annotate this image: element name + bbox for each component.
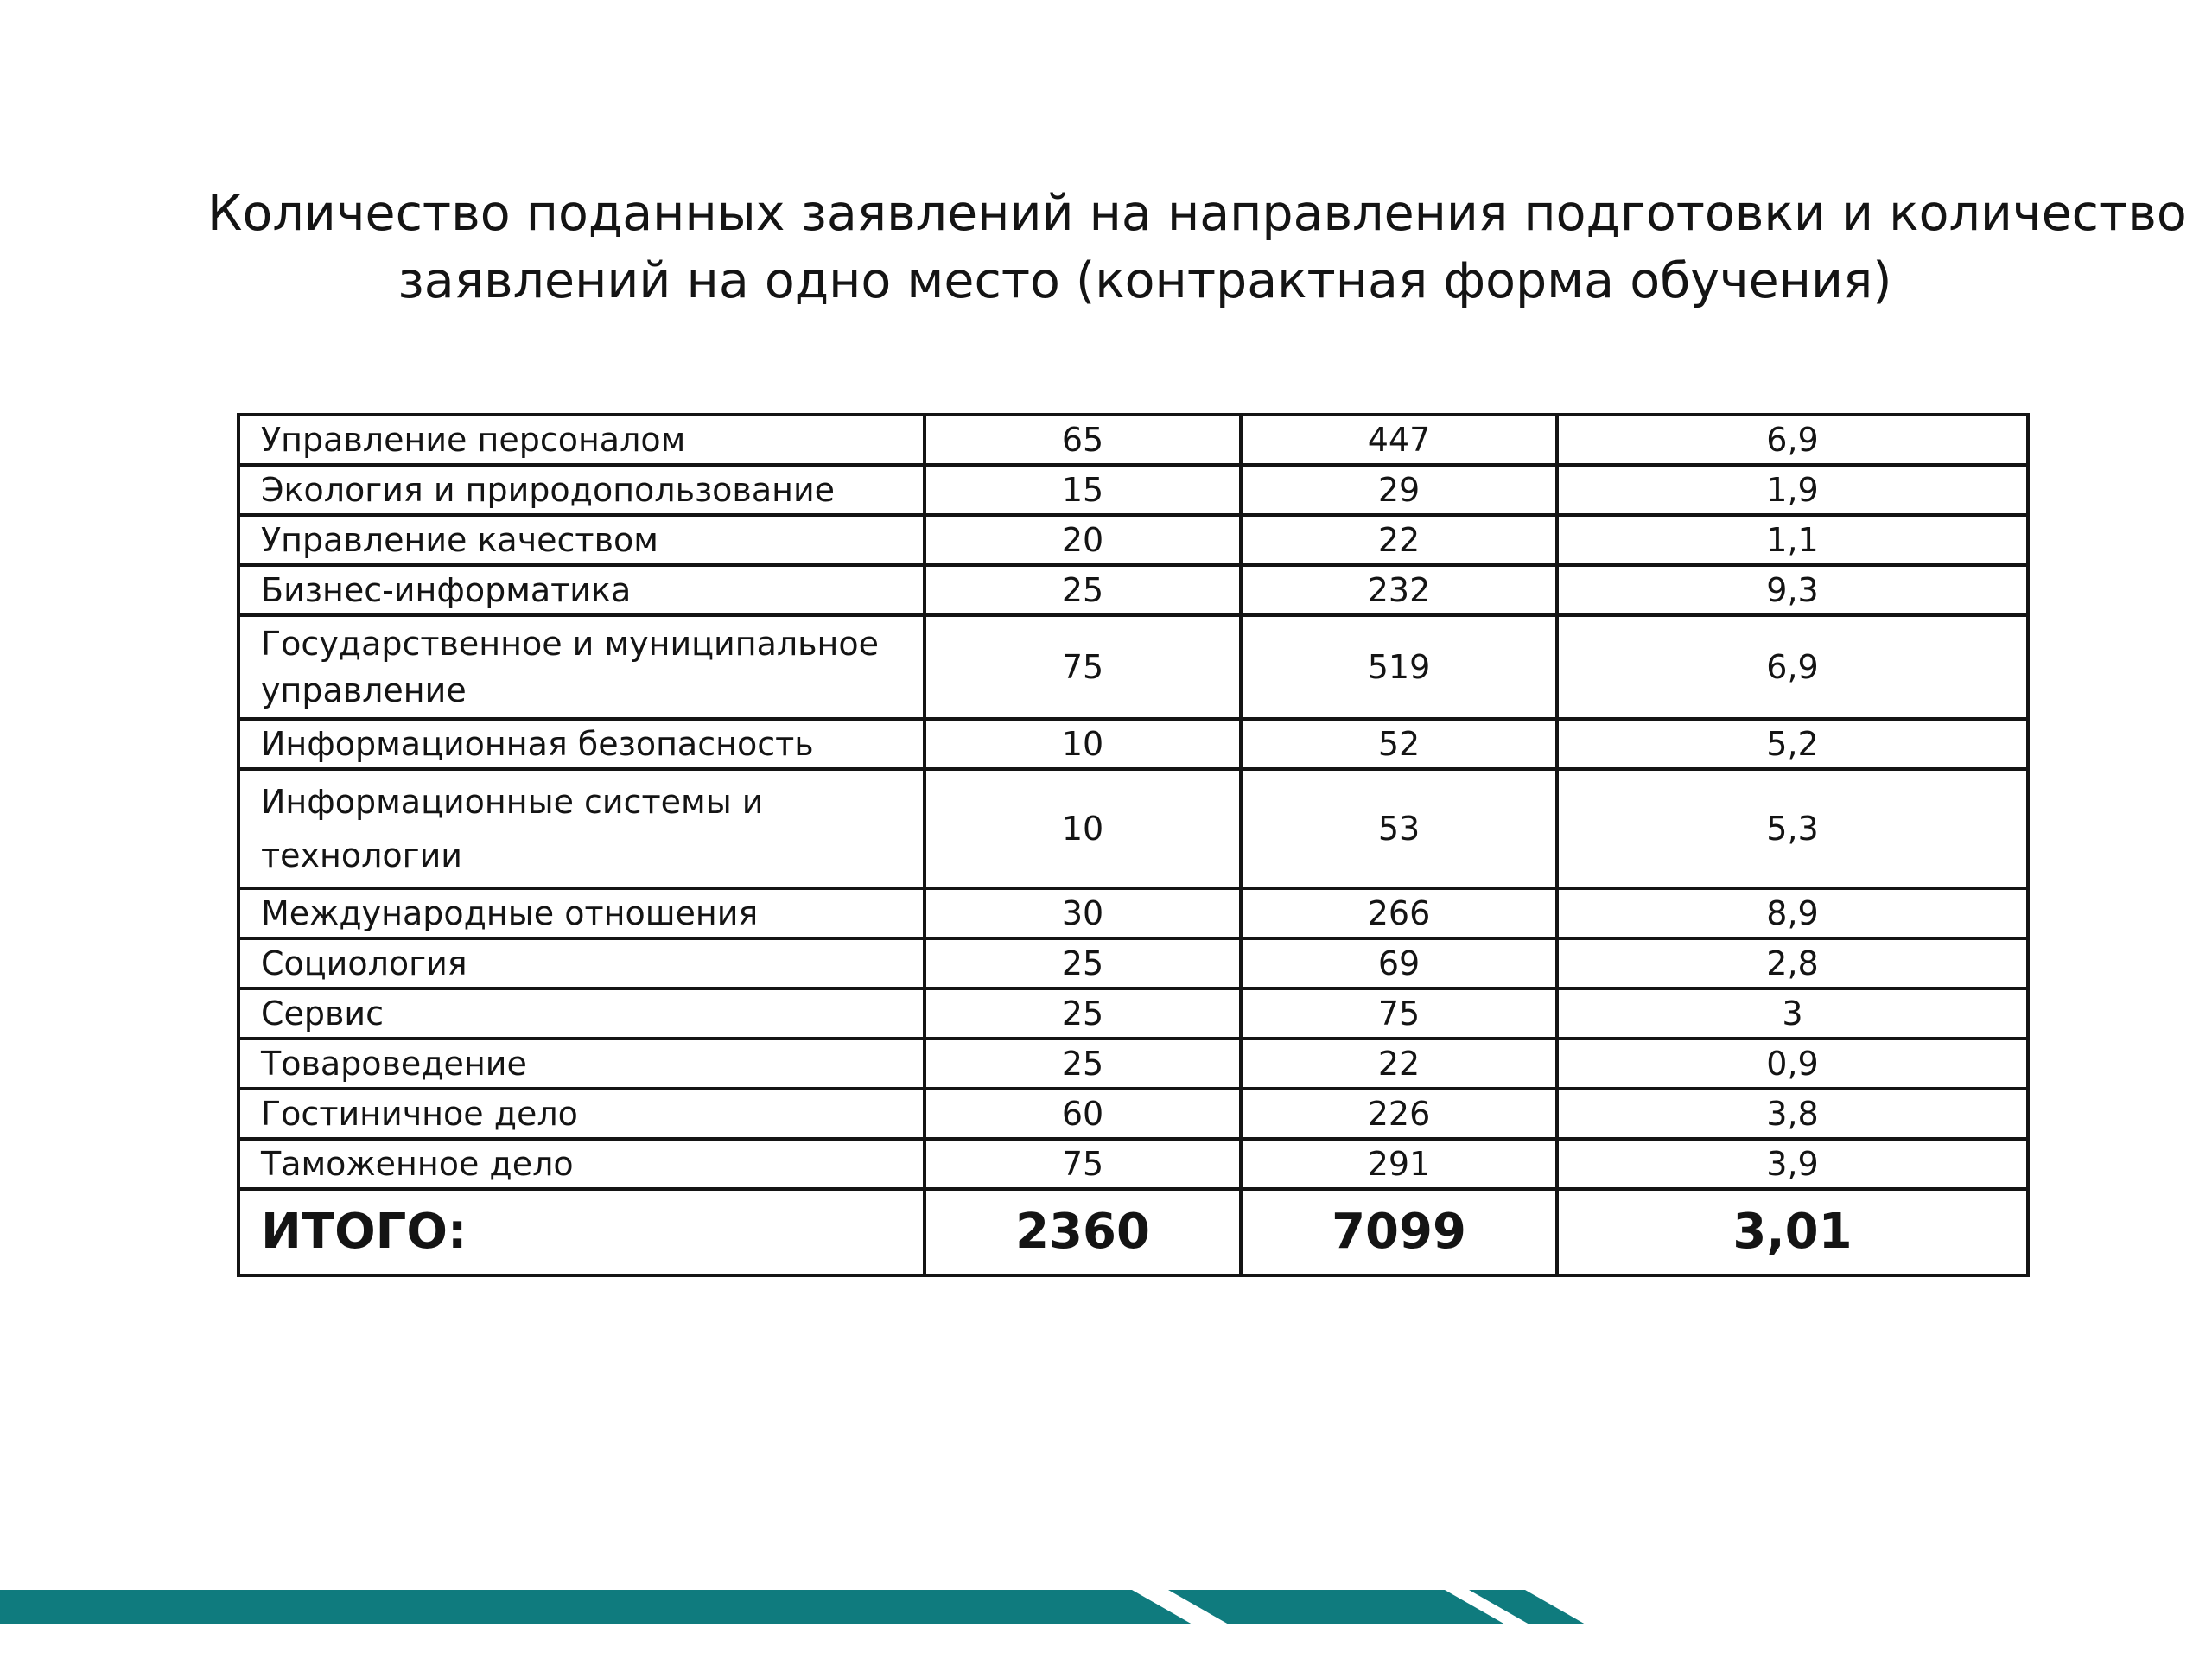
row-applications: 69 [1241,938,1557,988]
table-row [238,615,2028,719]
row-places: 25 [925,938,1241,988]
row-applications: 519 [1241,615,1557,719]
row-places: 10 [925,769,1241,888]
slide-title-line-2: заявлений на одно место (контрактная форма обучения) [397,252,1892,309]
table-row [238,465,2028,515]
row-applications-per-place: 1,1 [1557,515,2028,565]
row-applications-per-place: 5,3 [1557,769,2028,888]
table-row [238,515,2028,565]
row-direction-name-line-1: Информационные системы и [261,783,764,821]
table-row [238,888,2028,938]
table-row [238,988,2028,1039]
row-applications-per-place: 9,3 [1557,565,2028,615]
total-row [238,1189,2028,1275]
row-applications-per-place: 5,2 [1557,719,2028,769]
row-applications: 53 [1241,769,1557,888]
row-direction-name: Управление персоналом [238,415,925,465]
table-row [238,565,2028,615]
footer-decorative-band [0,1590,1590,1624]
row-places: 65 [925,415,1241,465]
applications-table [237,413,2030,1277]
row-direction-name-line-1: Государственное и муниципальное [261,625,880,663]
row-places: 25 [925,1039,1241,1089]
table-row [238,1089,2028,1139]
total-applications: 7099 [1241,1189,1557,1275]
row-direction-name: Сервис [238,988,925,1039]
table-row [238,938,2028,988]
row-applications-per-place: 1,9 [1557,465,2028,515]
row-direction-name-line-2: управление [261,671,467,709]
row-direction-name-line-2: технологии [261,836,462,874]
row-applications-per-place: 3 [1557,988,2028,1039]
row-places: 30 [925,888,1241,938]
row-applications: 75 [1241,988,1557,1039]
row-applications: 447 [1241,415,1557,465]
row-direction-name: Управление качеством [238,515,925,565]
table-row [238,1139,2028,1189]
row-applications: 266 [1241,888,1557,938]
row-places: 60 [925,1089,1241,1139]
row-applications-per-place: 0,9 [1557,1039,2028,1089]
total-label: ИТОГО: [238,1189,925,1275]
row-applications: 291 [1241,1139,1557,1189]
row-places: 15 [925,465,1241,515]
total-places: 2360 [925,1189,1241,1275]
row-direction-name: Гостиничное дело [238,1089,925,1139]
footer-stripe-middle [1168,1590,1505,1624]
row-direction-name [238,769,925,888]
row-applications: 232 [1241,565,1557,615]
row-direction-name: Информационная безопасность [238,719,925,769]
row-direction-name: Товароведение [238,1039,925,1089]
row-applications-per-place: 8,9 [1557,888,2028,938]
row-direction-name: Международные отношения [238,888,925,938]
row-direction-name [238,615,925,719]
row-places: 25 [925,988,1241,1039]
table-row [238,769,2028,888]
table-row [238,719,2028,769]
table-row [238,415,2028,465]
row-applications: 226 [1241,1089,1557,1139]
row-direction-name: Социология [238,938,925,988]
row-applications: 29 [1241,465,1557,515]
total-applications-per-place: 3,01 [1557,1189,2028,1275]
row-places: 75 [925,615,1241,719]
row-places: 20 [925,515,1241,565]
slide-title-line-1: Количество поданных заявлений на направления подготовки и количество [207,185,2187,242]
slide-title [207,180,2187,315]
footer-stripe-main [0,1590,1192,1624]
row-applications: 22 [1241,515,1557,565]
row-direction-name: Бизнес-информатика [238,565,925,615]
row-applications-per-place: 3,9 [1557,1139,2028,1189]
row-direction-name: Экология и природопользование [238,465,925,515]
table-row [238,1039,2028,1089]
row-places: 10 [925,719,1241,769]
row-applications-per-place: 3,8 [1557,1089,2028,1139]
row-applications-per-place: 6,9 [1557,615,2028,719]
row-applications: 22 [1241,1039,1557,1089]
row-applications-per-place: 2,8 [1557,938,2028,988]
row-applications-per-place: 6,9 [1557,415,2028,465]
row-places: 25 [925,565,1241,615]
row-direction-name: Таможенное дело [238,1139,925,1189]
row-places: 75 [925,1139,1241,1189]
row-applications: 52 [1241,719,1557,769]
